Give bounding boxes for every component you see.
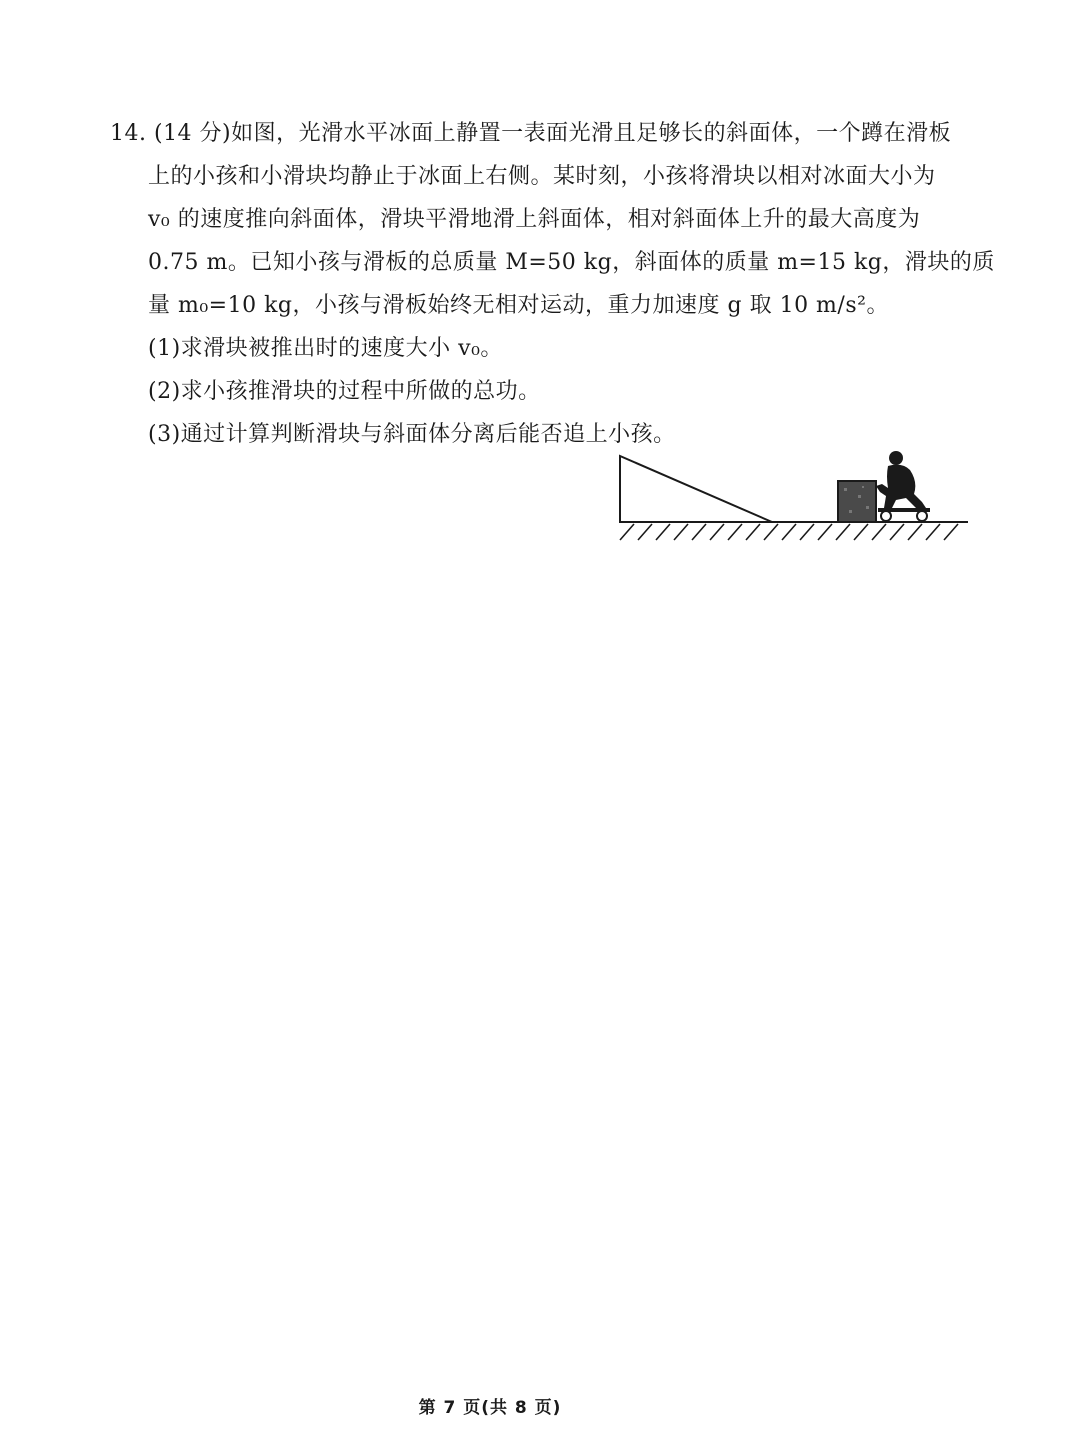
page-number-label: 第 7 页(共 8 页) bbox=[418, 1398, 562, 1418]
problem-14 bbox=[110, 112, 995, 456]
slider-block bbox=[838, 481, 876, 522]
skateboard-wheel-front bbox=[881, 511, 891, 521]
incline-wedge bbox=[620, 456, 772, 522]
page-footer bbox=[0, 1393, 1080, 1418]
child-silhouette bbox=[876, 451, 926, 508]
sub-question-3: (3)通过计算判断滑块与斜面体分离后能否追上小孩。 bbox=[148, 422, 676, 447]
skateboard-wheel-back bbox=[917, 511, 927, 521]
physics-figure bbox=[600, 440, 980, 550]
problem-line-2: 上的小孩和小滑块均静止于冰面上右侧。某时刻，小孩将滑块以相对冰面大小为 bbox=[148, 164, 936, 189]
problem-line-1: 14. (14 分)如图，光滑水平冰面上静置一表面光滑且足够长的斜面体，一个蹲在滑板 bbox=[110, 121, 952, 146]
sub-question-1: (1)求滑块被推出时的速度大小 v₀。 bbox=[148, 336, 503, 361]
problem-line-5: 量 m₀=10 kg，小孩与滑板始终无相对运动，重力加速度 g 取 10 m/s²。 bbox=[148, 293, 889, 318]
ground-hatching bbox=[620, 524, 958, 540]
sub-question-2: (2)求小孩推滑块的过程中所做的总功。 bbox=[148, 379, 541, 404]
problem-line-3: v₀ 的速度推向斜面体，滑块平滑地滑上斜面体，相对斜面体上升的最大高度为 bbox=[148, 207, 921, 232]
figure-svg bbox=[600, 440, 980, 550]
problem-line-4: 0.75 m。已知小孩与滑板的总质量 M=50 kg，斜面体的质量 m=15 kg，滑块的质 bbox=[148, 250, 995, 275]
